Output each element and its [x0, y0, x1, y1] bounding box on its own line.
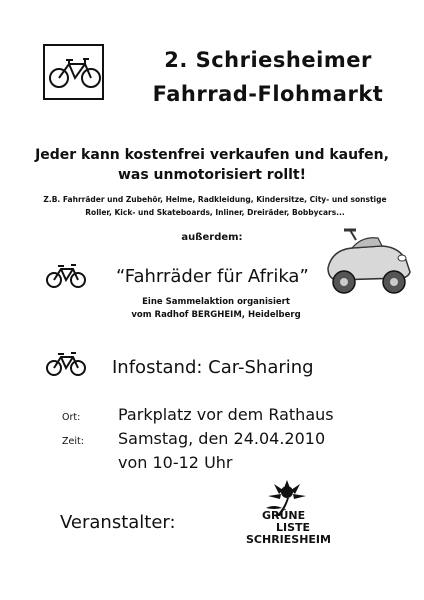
- examples-text: [30, 193, 400, 219]
- ort-value: Parkplatz vor dem Rathaus: [118, 405, 334, 424]
- afrika-title: “Fahrräder für Afrika”: [116, 266, 309, 287]
- bicycle-icon: [46, 352, 86, 376]
- lead-line-2: was unmotorisiert rollt!: [117, 167, 307, 183]
- logo-line-1: GRÜNE: [262, 509, 306, 522]
- infostand-text: Infostand: Car-Sharing: [112, 357, 314, 378]
- logo-line-3: SCHRIESHEIM: [246, 533, 331, 546]
- examples-line-2: Roller, Kick- und Skateboards, Inliner, Dreiräder, Bobbycars...: [85, 208, 345, 217]
- zeit-value-2: von 10-12 Uhr: [118, 453, 233, 472]
- veranstalter-label: Veranstalter:: [60, 512, 176, 533]
- zeit-label: Zeit:: [62, 436, 84, 447]
- lead-text: [0, 145, 424, 185]
- zeit-value: Samstag, den 24.04.2010: [118, 429, 326, 448]
- lead-line-1: Jeder kann kostenfrei verkaufen und kaufen,: [35, 147, 389, 163]
- bobbycar-image: [322, 228, 414, 300]
- title-line-1: 2. Schriesheimer: [164, 48, 372, 72]
- bicycle-icon: [49, 56, 101, 90]
- ausserdem-label: außerdem:: [181, 232, 243, 243]
- sammel-line-1: Eine Sammelaktion organisiert: [142, 297, 290, 307]
- bicycle-logo-box: [43, 44, 104, 100]
- ort-label: Ort:: [62, 412, 81, 423]
- logo-line-2: LISTE: [276, 521, 311, 534]
- bicycle-icon: [46, 264, 86, 288]
- examples-line-1: Z.B. Fahrräder und Zubehör, Helme, Radkleidung, Kindersitze, City- und sonstige: [43, 195, 387, 204]
- sammelaktion-text: [96, 296, 336, 322]
- sammel-line-2: vom Radhof BERGHEIM, Heidelberg: [131, 310, 301, 320]
- title-line-2: Fahrrad-Flohmarkt: [152, 82, 384, 106]
